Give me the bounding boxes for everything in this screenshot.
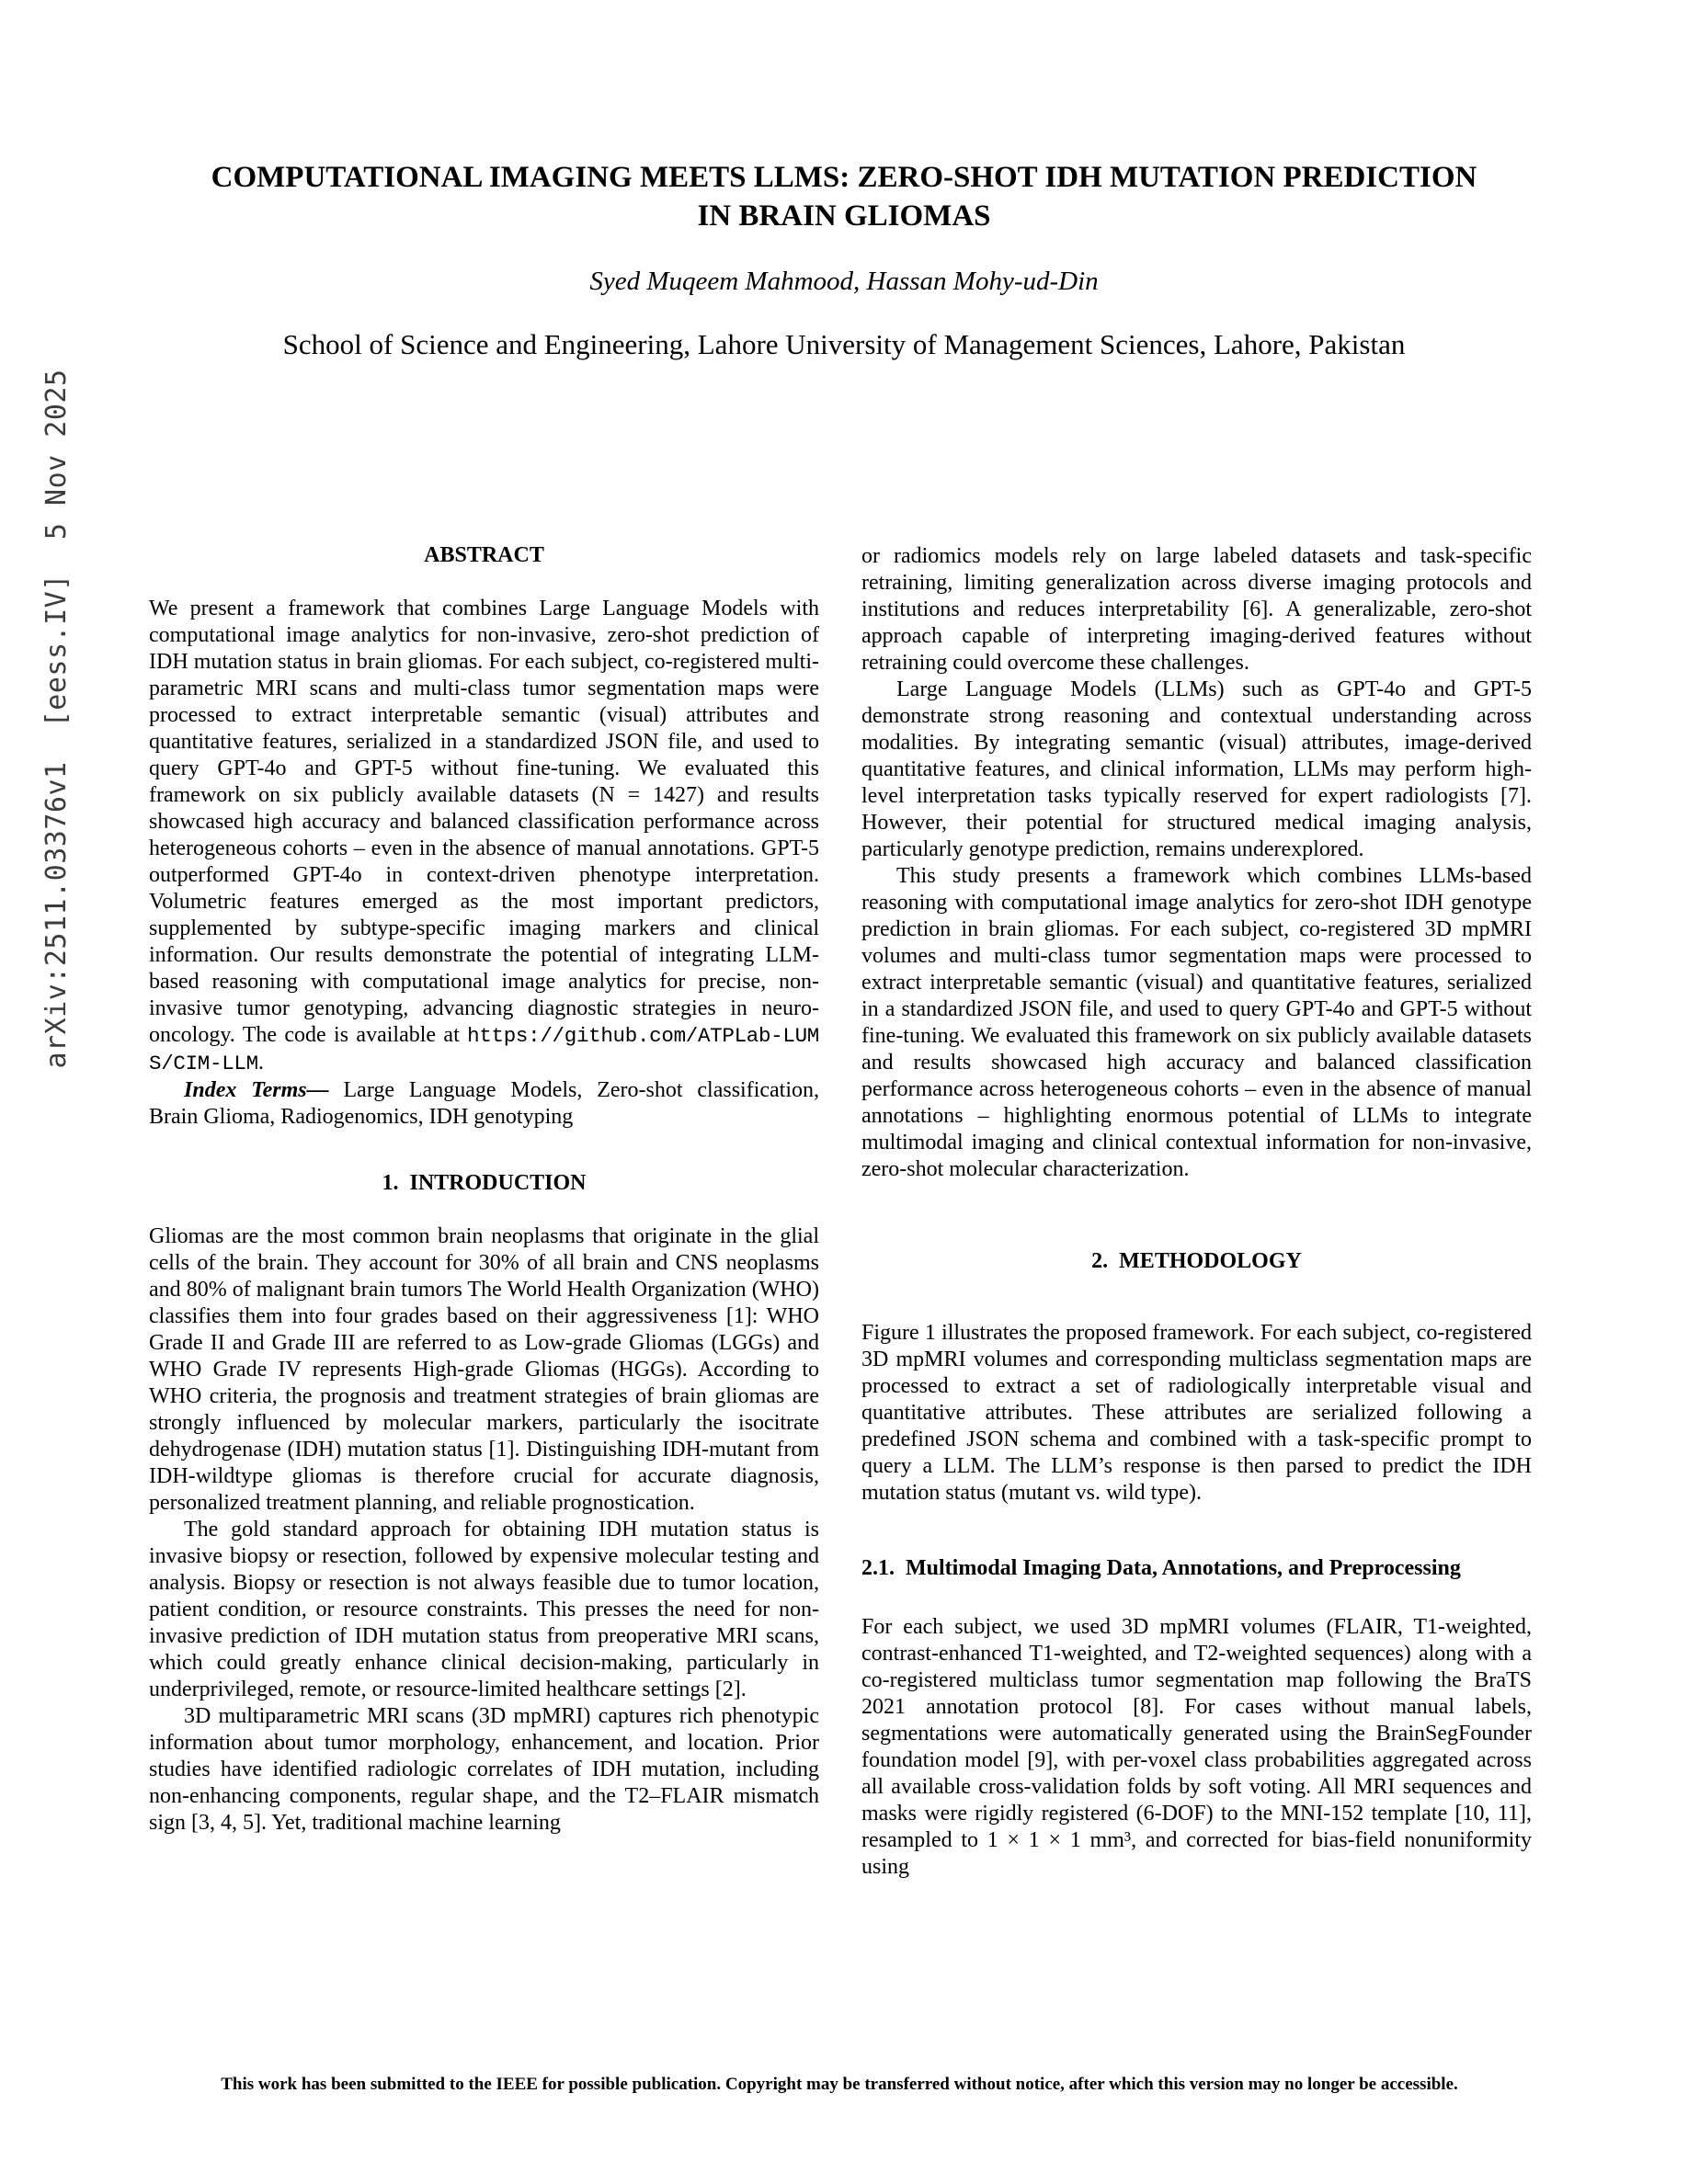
paper-title-line-1: COMPUTATIONAL IMAGING MEETS LLMS: ZERO-SHOT IDH MUTATION PREDICTION	[211, 161, 1477, 194]
methodology-paragraph-1: Figure 1 illustrates the proposed framework. For each subject, co-registered 3D mpMRI volumes and corresponding multiclass segmentation maps are processed to extract a set of radiologically interpretable visual and quantitative attributes. These attributes are serialized following a predefined JSON schema and combined with a task-specific prompt to query a LLM. The LLM’s response is then parsed to predict the IDH mutation status (mutant vs. wild type).	[861, 1321, 1532, 1506]
ieee-copyright-notice: This work has been submitted to the IEEE for possible publication. Copyright may be transferred without notice, after which this version may no longer be accessible.	[221, 2075, 1458, 2094]
abstract-heading: ABSTRACT	[424, 543, 544, 568]
authors-line: Syed Muqeem Mahmood, Hassan Mohy-ud-Din	[589, 267, 1099, 297]
left-column	[149, 543, 819, 1881]
index-terms-paragraph	[149, 1077, 819, 1131]
introduction-heading: 1. INTRODUCTION	[382, 1171, 587, 1196]
github-code-link[interactable]: https://github.com/ATPLab-LUMS/CIM-LLM	[149, 1024, 819, 1076]
paper-title-line-2: IN BRAIN GLIOMAS	[697, 199, 991, 233]
preprocessing-paragraph: For each subject, we used 3D mpMRI volumes (FLAIR, T1-weighted, contrast-enhanced T1-weighted, and T2-weighted sequences) along with a co-registered multiclass tumor segmentation map following the BraTS 2021 annotation protocol [8]. For cases without manual labels, segmentations were automatically generated using the BrainSegFounder foundation model [9], with per-voxel class probabilities aggregated across all available cross-validation folds by soft voting. All MRI sequences and masks were rigidly registered (6-DOF) to the MNI-152 template [10, 11], resampled to 1 × 1 × 1 mm³, and corrected for bias-field nonuniformity using	[861, 1615, 1532, 1880]
code-sentence-period: .	[257, 1051, 264, 1075]
study-overview-paragraph: This study presents a framework which combines LLMs-based reasoning with computational image analytics for zero-shot IDH genotype prediction in brain gliomas. For each subject, co-registered 3D mpMRI volumes and multi-class tumor segmentation maps were processed to extract interpretable semantic (visual) and quantitative features, serialized in a standardized JSON file, and used to query GPT-4o and GPT-5 without fine-tuning. We evaluated this framework on six publicly available datasets and results showcased high accuracy and balanced classification performance across heterogeneous cohorts – even in the absence of manual annotations – highlighting enormous potential of LLMs to integrate multimodal imaging and clinical contextual information for non-invasive, zero-shot molecular characterization.	[861, 864, 1532, 1182]
title-block	[0, 0, 1688, 361]
methodology-heading: 2. METHODOLOGY	[1091, 1249, 1302, 1274]
intro-paragraph-1: Gliomas are the most common brain neoplasms that originate in the glial cells of the brain. They account for 30% of all brain and CNS neoplasms and 80% of malignant brain tumors The World Health Organization (WHO) classifies them into four grades based on their aggressiveness [1]: WHO Grade II and Grade III are referred to as Low-grade Gliomas (LGGs) and WHO Grade IV represents High-grade Gliomas (HGGs). According to WHO criteria, the prognosis and treatment strategies of brain gliomas are strongly influenced by molecular markers, particularly the isocitrate dehydrogenase (IDH) mutation status [1]. Distinguishing IDH-mutant from IDH-wildtype gliomas is therefore crucial for accurate diagnosis, personalized treatment planning, and reliable prognostication.	[149, 1224, 819, 1516]
paper-title	[120, 158, 1568, 235]
index-terms-label: Index Terms—	[184, 1078, 329, 1103]
two-column-body	[149, 543, 1532, 1881]
intro-paragraph-2: The gold standard approach for obtaining IDH mutation status is invasive biopsy or resection, followed by expensive molecular testing and analysis. Biopsy or resection is not always feasible due to tumor location, patient condition, or resource constraints. This presses the need for non-invasive prediction of IDH mutation status from preoperative MRI scans, which could greatly enhance clinical decision-making, particularly in underprivileged, remote, or resource-limited healthcare settings [2].	[149, 1518, 819, 1702]
llm-capabilities-paragraph: Large Language Models (LLMs) such as GPT-4o and GPT-5 demonstrate strong reasoning and contextual understanding across modalities. By integrating semantic (visual) attributes, image-derived quantitative features, and clinical information, LLMs may perform high-level interpretation tasks typically reserved for expert radiologists [7]. However, their potential for structured medical imaging analysis, particularly genotype prediction, remains underexplored.	[861, 677, 1532, 862]
affiliation-line: School of Science and Engineering, Lahore University of Management Sciences, Lahore, Pakistan	[282, 328, 1406, 361]
continuation-paragraph: or radiomics models rely on large labeled datasets and task-specific retraining, limiting generalization across diverse imaging protocols and institutions and reduces interpretability [6]. A generalizable, zero-shot approach capable of interpreting imaging-derived features without retraining could overcome these challenges.	[861, 544, 1532, 676]
abstract-text: We present a framework that combines Large Language Models with computational image analytics for non-invasive, zero-shot prediction of IDH mutation status in brain gliomas. For each subject, co-registered multi-parametric MRI scans and multi-class tumor segmentation maps were processed to extract interpretable semantic (visual) attributes and quantitative features, serialized in a standardized JSON file, and used to query GPT-4o and GPT-5 without fine-tuning. We evaluated this framework on six publicly available datasets (N = 1427) and results showcased high accuracy and balanced classification performance across heterogeneous cohorts – even in the absence of manual annotations. GPT-5 outperformed GPT-4o in context-driven phenotype interpretation. Volumetric features emerged as the most important predictors, supplemented by subtype-specific imaging markers and clinical information. Our results demonstrate the potential of integrating LLM-based reasoning with computational image analytics for precise, non-invasive tumor genotyping, advancing diagnostic strategies in neuro-oncology.	[149, 597, 819, 1048]
subsection-2-1-heading: 2.1. Multimodal Imaging Data, Annotations, and Preprocessing	[861, 1556, 1461, 1581]
index-terms-list: Large Language Models, Zero-shot classification, Brain Glioma, Radiogenomics, IDH genotyping	[149, 1078, 819, 1130]
right-column	[861, 543, 1532, 1881]
abstract-paragraph	[149, 596, 819, 1077]
arxiv-stamp: arXiv:2511.03376v1 [eess.IV] 5 Nov 2025	[40, 369, 73, 1069]
intro-paragraph-3: 3D multiparametric MRI scans (3D mpMRI) captures rich phenotypic information about tumor morphology, enhancement, and location. Prior studies have identified radiologic correlates of IDH mutation, including non-enhancing components, regular shape, and the T2–FLAIR mismatch sign [3, 4, 5]. Yet, traditional machine learning	[149, 1704, 819, 1836]
code-availability-text: The code is available at	[242, 1023, 460, 1048]
